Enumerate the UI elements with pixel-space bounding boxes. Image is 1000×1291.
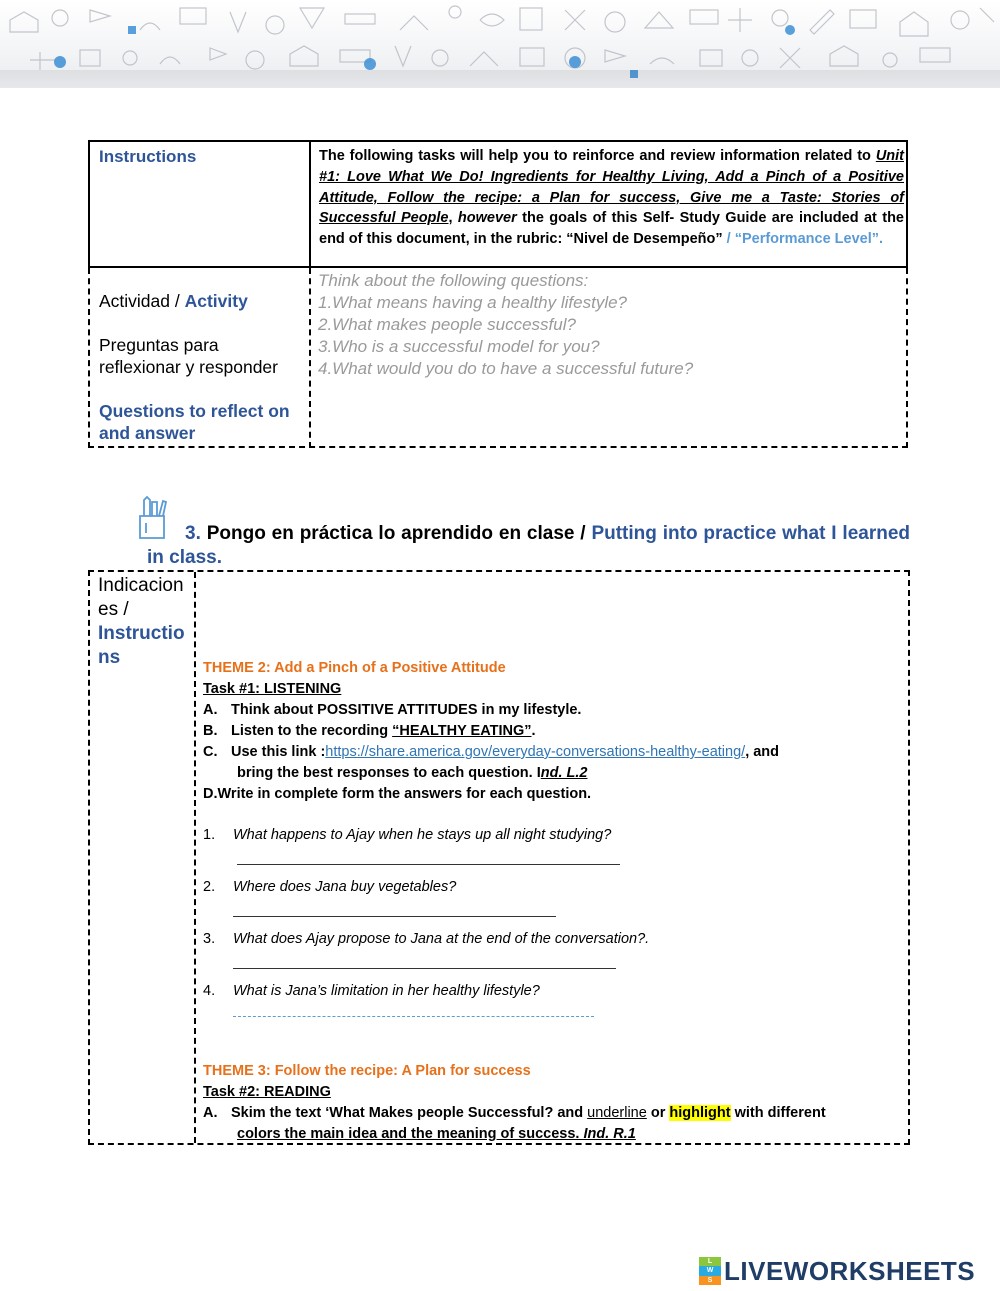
logo-badge-l: L xyxy=(699,1257,721,1266)
reading-a-text-2: with different xyxy=(730,1105,826,1121)
task-1-title: Task #1: LISTENING xyxy=(203,681,342,697)
recording-title: “HEALTHY EATING” xyxy=(392,723,532,739)
logo-text: LIVEWORKSHEETS xyxy=(724,1255,976,1286)
indicator-r1: Ind. R.1 xyxy=(583,1126,636,1142)
task-2-title: Task #2: READING xyxy=(203,1084,331,1100)
question-number: 3. xyxy=(203,931,216,947)
question-2 xyxy=(203,877,903,898)
underline-word: underline xyxy=(587,1105,647,1121)
instructions-table xyxy=(88,140,910,448)
units-list: Unit #1: Love What We Do! Ingredients for Healthy Living, Add a Pinch of a Positive Attitude, Follow the recipe: a Plan for success, Give me a Taste: Stories of Successful People xyxy=(319,148,904,227)
questions-intro: Think about the following questions: xyxy=(318,271,589,290)
instructions-intro: The following tasks will help you to reinforce and review information related to xyxy=(319,148,876,164)
column-divider xyxy=(309,142,311,270)
step-c-cont-text: bring the best responses to each question. I xyxy=(237,765,541,781)
task-content xyxy=(203,658,903,1145)
step-a xyxy=(203,700,903,721)
liveworksheets-logo[interactable] xyxy=(699,1256,975,1286)
question-1 xyxy=(203,825,903,846)
column-divider xyxy=(194,572,196,1143)
step-c-text: Use this link : xyxy=(231,744,326,760)
section-number: 3. xyxy=(185,523,201,544)
question-text: What does Ajay propose to Jana at the end of the conversation?. xyxy=(233,931,650,947)
or-word: or xyxy=(646,1105,670,1121)
question-3 xyxy=(203,929,903,950)
header-banner xyxy=(0,0,1000,88)
healthy-eating-link[interactable]: https://share.america.gov/everyday-conversations-healthy-eating/ xyxy=(325,744,746,760)
answer-line-4[interactable] xyxy=(233,1002,594,1017)
indications-label xyxy=(98,574,190,670)
theme-3-title: THEME 3: Follow the recipe: A Plan for success xyxy=(203,1063,531,1079)
activity-text: Activity xyxy=(184,291,248,311)
section-title-es: Pongo en práctica lo aprendido en clase / xyxy=(200,523,592,544)
reading-a-text: Skim the text ‘What Makes people Successful? and xyxy=(231,1105,588,1121)
reading-a-label: A. xyxy=(203,1105,218,1121)
step-c-cont xyxy=(203,763,903,784)
column-divider xyxy=(309,268,311,448)
section-title-en: Putting into practice what I learned in class. xyxy=(147,523,911,568)
question-4 xyxy=(203,981,903,1002)
question-item: 4.What would you do to have a successful future? xyxy=(318,359,694,378)
logo-badge xyxy=(699,1257,721,1285)
instructions-sep: , xyxy=(448,210,458,227)
indicaciones-text: Indicaciones / xyxy=(98,575,184,620)
preguntas-label: Preguntas para reflexionar y responder xyxy=(99,335,278,377)
question-number: 2. xyxy=(203,879,216,895)
step-b xyxy=(203,721,903,742)
step-a-text: Think about POSSITIVE ATTITUDES in my lifestyle. xyxy=(231,702,582,718)
instructions-text xyxy=(319,146,904,250)
step-c-and: , and xyxy=(745,744,780,760)
question-number: 1. xyxy=(203,827,216,843)
question-item: 2.What makes people successful? xyxy=(318,315,576,334)
logo-badge-w: W xyxy=(699,1266,721,1275)
indicator-l2: nd. L.2 xyxy=(540,765,588,781)
question-item: 1.What means having a healthy lifestyle? xyxy=(318,293,628,312)
banner-shadow xyxy=(0,70,1000,88)
questions-label: Questions to reflect on and answer xyxy=(99,401,290,443)
performance-level: / “Performance Level”. xyxy=(726,231,884,248)
reading-a-cont: colors the main idea and the meaning of success. xyxy=(237,1126,584,1142)
instructions-row xyxy=(88,140,908,268)
question-item: 3.Who is a successful model for you? xyxy=(318,337,600,356)
highlight-word: highlight xyxy=(669,1105,731,1121)
reading-step-a xyxy=(203,1103,903,1124)
question-text: Where does Jana buy vegetables? xyxy=(233,879,457,895)
however-word: however xyxy=(457,210,517,227)
answer-line-2[interactable] xyxy=(233,902,556,917)
theme-2-title: THEME 2: Add a Pinch of a Positive Attitude xyxy=(203,660,506,676)
instructions-rubric: the goals of this Self- Study Guide are included at the end of this document, in the rubric: “Nivel de Desempeño” xyxy=(319,210,904,248)
instructions-label: Instructions xyxy=(99,147,197,166)
actividad-text: Actividad / xyxy=(99,291,185,311)
section-3-title xyxy=(147,522,910,570)
question-text: What happens to Ajay when he stays up all night studying? xyxy=(233,827,612,843)
activity-label xyxy=(99,290,304,312)
step-d: D.Write in complete form the answers for each question. xyxy=(203,786,592,802)
question-text: What is Jana’s limitation in her healthy lifestyle? xyxy=(233,983,540,999)
step-c-label: C. xyxy=(203,744,218,760)
step-a-label: A. xyxy=(203,702,218,718)
instructions-text-en: Instructions xyxy=(98,623,185,668)
logo-badge-s: S xyxy=(699,1276,721,1285)
answer-line-1[interactable] xyxy=(237,850,620,865)
activity-row xyxy=(88,268,908,448)
answer-line-3[interactable] xyxy=(233,954,616,969)
reflection-questions xyxy=(318,270,898,380)
question-number: 4. xyxy=(203,983,216,999)
practice-table xyxy=(88,570,910,1145)
step-c xyxy=(203,742,903,763)
step-b-end: . xyxy=(531,723,536,739)
activity-label-col xyxy=(99,290,304,444)
reading-step-a-cont xyxy=(203,1124,903,1145)
step-b-label: B. xyxy=(203,723,218,739)
step-b-text: Listen to the recording xyxy=(231,723,393,739)
